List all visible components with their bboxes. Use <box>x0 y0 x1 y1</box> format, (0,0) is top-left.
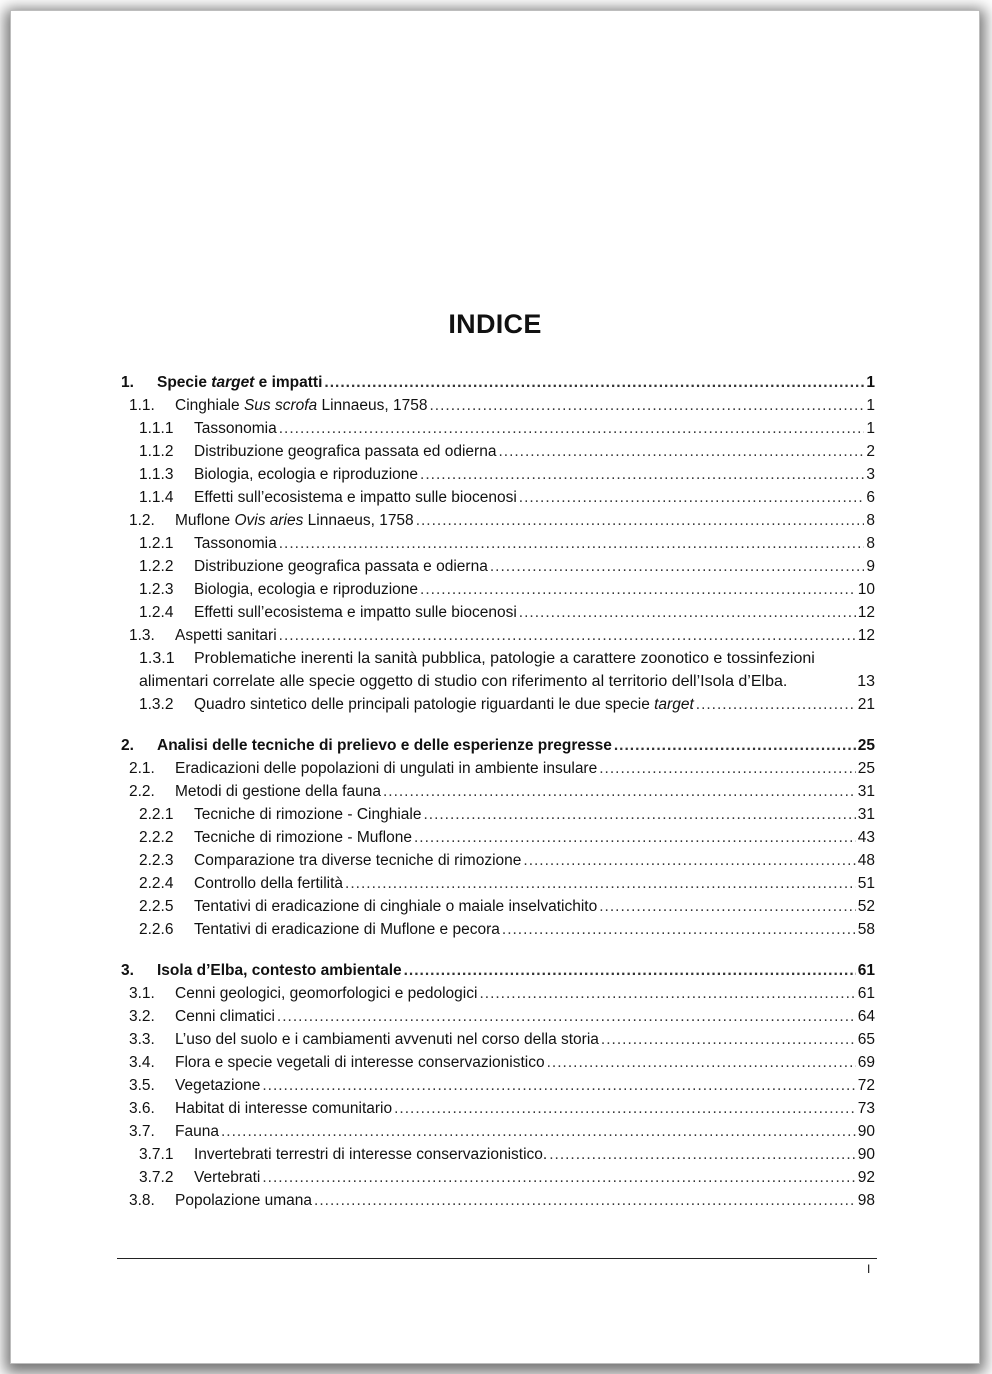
toc-entry-page: 21 <box>857 696 875 713</box>
dot-leader <box>498 440 864 463</box>
toc-entry-number: 1.3.1 <box>139 650 175 667</box>
toc-entry-label: Flora e specie vegetali di interesse conservazionistico <box>175 1054 545 1071</box>
toc-entry-page: 1 <box>866 420 875 437</box>
toc-entry-label: Tecniche di rimozione - Cinghiale <box>194 806 422 823</box>
toc-entry-label: Effetti sull’ecosistema e impatto sulle biocenosi <box>194 604 517 621</box>
toc-entry-page: 8 <box>866 512 875 529</box>
toc-entry[interactable] <box>119 578 875 601</box>
toc-entry-page: 58 <box>857 921 875 938</box>
toc-entry-number: 3.8. <box>129 1192 155 1209</box>
toc-chapter[interactable] <box>119 371 875 394</box>
toc-entry[interactable] <box>119 1189 875 1212</box>
dot-leader <box>519 486 865 509</box>
toc-entry-label: Cenni geologici, geomorfologici e pedologici <box>175 985 478 1002</box>
dot-leader <box>423 803 855 826</box>
toc-entry-page: 13 <box>857 673 875 690</box>
toc-entry-page: 8 <box>866 535 875 552</box>
toc-entry[interactable] <box>119 849 875 872</box>
toc-entry-number: 3.4. <box>129 1054 155 1071</box>
toc-entry-label: Metodi di gestione della fauna <box>175 783 381 800</box>
toc-entry-page: 6 <box>866 489 875 506</box>
toc-entry-label: Distribuzione geografica passata e odierna <box>194 558 488 575</box>
dot-leader <box>324 371 864 394</box>
toc-entry-page: 12 <box>857 604 875 621</box>
toc-entry-number: 3.1. <box>129 985 155 1002</box>
dot-leader <box>523 849 855 872</box>
toc-entry-page: 51 <box>857 875 875 892</box>
dot-leader <box>430 394 865 417</box>
dot-leader <box>279 624 856 647</box>
toc-entry[interactable] <box>119 440 875 463</box>
dot-leader <box>383 780 856 803</box>
toc-entry-label: Quadro sintetico delle principali patologie riguardanti le due specie target <box>194 696 694 713</box>
footer-rule <box>117 1258 877 1259</box>
dot-leader <box>277 1005 856 1028</box>
toc-entry-number: 1.1.1 <box>139 420 174 437</box>
toc-entry[interactable] <box>119 918 875 941</box>
toc-entry-page: 73 <box>857 1100 875 1117</box>
toc-entry[interactable] <box>119 555 875 578</box>
toc-entry[interactable] <box>119 757 875 780</box>
toc-entry-number: 1.1.4 <box>139 489 174 506</box>
page-title: INDICE <box>448 309 542 339</box>
dot-leader <box>549 1143 856 1166</box>
toc-entry-page: 48 <box>857 852 875 869</box>
toc-entry-number: 1.1.3 <box>139 466 174 483</box>
toc-entry-number: 1. <box>121 374 134 391</box>
dot-leader <box>479 982 855 1005</box>
toc-entry[interactable] <box>119 693 875 716</box>
toc-entry-page: 52 <box>857 898 875 915</box>
toc-entry-label: Controllo della fertilità <box>194 875 344 892</box>
toc-entry-number: 3.6. <box>129 1100 155 1117</box>
toc-entry-number: 2.2.1 <box>139 806 174 823</box>
toc-entry-label: Comparazione tra diverse tecniche di rimozione <box>194 852 522 869</box>
toc-entry-page: 9 <box>866 558 875 575</box>
toc-entry-label: Problematiche inerenti la sanità pubblica, patologie a carattere zoonotico e tossinfezioni <box>194 650 815 667</box>
toc-entry-label: Vertebrati <box>194 1169 261 1186</box>
dot-leader <box>279 417 865 440</box>
toc-entry-number: 2.2.6 <box>139 921 174 938</box>
toc-entry-number: 2.2.2 <box>139 829 174 846</box>
toc-entry-page: 64 <box>857 1008 875 1025</box>
toc-entry-label: Tecniche di rimozione - Muflone <box>194 829 412 846</box>
toc-entry-label: Habitat di interesse comunitario <box>175 1100 393 1117</box>
toc-entry[interactable] <box>119 601 875 624</box>
toc-entry-label: Vegetazione <box>175 1077 261 1094</box>
toc-entry[interactable] <box>119 1074 875 1097</box>
toc-entry[interactable] <box>119 780 875 803</box>
dot-leader <box>599 895 856 918</box>
toc-entry[interactable] <box>119 1005 875 1028</box>
toc-entry-page: 69 <box>857 1054 875 1071</box>
toc-entry-number: 2.1. <box>129 760 155 777</box>
dot-leader <box>394 1097 856 1120</box>
toc-entry-number: 3.5. <box>129 1077 155 1094</box>
toc-entry-page: 31 <box>857 806 875 823</box>
dot-leader <box>221 1120 856 1143</box>
footer-page-number: I <box>867 1262 871 1276</box>
toc-entry-label: Eradicazioni delle popolazioni di ungulati in ambiente insulare <box>175 760 598 777</box>
toc-entry-label: Analisi delle tecniche di prelievo e delle esperienze pregresse <box>157 737 612 754</box>
toc-entry-page: 98 <box>857 1192 875 1209</box>
toc-entry-page: 90 <box>857 1146 875 1163</box>
toc-entry-page: 1 <box>866 397 875 414</box>
toc-entry[interactable] <box>119 486 875 509</box>
dot-leader <box>279 532 865 555</box>
toc-entry-number: 2.2.3 <box>139 852 174 869</box>
toc-entry-label: Fauna <box>175 1123 219 1140</box>
toc-entry-label: Biologia, ecologia e riproduzione <box>194 466 419 483</box>
dot-leader <box>314 1189 856 1212</box>
toc-entry-page: 65 <box>857 1031 875 1048</box>
toc-entry-label-continued: alimentari correlate alle specie oggetto di studio con riferimento al territorio dell’Isola d’Elba. <box>139 673 788 690</box>
toc-entry[interactable] <box>119 509 875 532</box>
toc-entry[interactable] <box>119 803 875 826</box>
toc-entry-number: 1.1. <box>129 397 155 414</box>
dot-leader <box>414 826 856 849</box>
toc-chapter[interactable] <box>119 734 875 757</box>
dot-leader <box>345 872 856 895</box>
toc-entry-label: Popolazione umana <box>175 1192 313 1209</box>
toc-entry[interactable] <box>119 1097 875 1120</box>
toc-entry[interactable] <box>119 394 875 417</box>
toc-entry-label: Tentativi di eradicazione di Muflone e pecora <box>194 921 500 938</box>
toc-entry-page: 72 <box>857 1077 875 1094</box>
toc-entry-label: Invertebrati terrestri di interesse conservazionistico. <box>194 1146 548 1163</box>
toc-entry[interactable] <box>119 532 875 555</box>
toc-entry[interactable] <box>119 1028 875 1051</box>
toc-entry-page: 90 <box>857 1123 875 1140</box>
toc-entry-label: Muflone Ovis aries Linnaeus, 1758 <box>175 512 414 529</box>
toc-entry-page: 25 <box>857 760 875 777</box>
table-of-contents <box>119 371 875 1212</box>
toc-entry-number: 3.2. <box>129 1008 155 1025</box>
document-page <box>11 11 979 1363</box>
toc-entry-number: 3.7.1 <box>139 1146 174 1163</box>
dot-leader <box>404 959 856 982</box>
toc-entry[interactable] <box>119 982 875 1005</box>
toc-entry-number: 2.2.4 <box>139 875 174 892</box>
toc-entry-number: 1.2. <box>129 512 155 529</box>
toc-entry-label: Tassonomia <box>194 420 277 437</box>
dot-leader <box>490 555 865 578</box>
toc-entry[interactable] <box>119 647 875 693</box>
dot-leader <box>502 918 856 941</box>
toc-entry[interactable] <box>119 872 875 895</box>
toc-entry-page: 3 <box>866 466 875 483</box>
toc-entry-number: 1.2.1 <box>139 535 174 552</box>
toc-entry[interactable] <box>119 826 875 849</box>
toc-entry-label: Isola d’Elba, contesto ambientale <box>157 962 402 979</box>
toc-entry-label: Aspetti sanitari <box>175 627 277 644</box>
toc-entry[interactable] <box>119 895 875 918</box>
toc-chapter[interactable] <box>119 959 875 982</box>
toc-entry-page: 92 <box>857 1169 875 1186</box>
toc-entry-label: Cenni climatici <box>175 1008 275 1025</box>
dot-leader <box>262 1166 855 1189</box>
toc-entry[interactable] <box>119 1051 875 1074</box>
toc-entry[interactable] <box>119 1120 875 1143</box>
toc-entry-label: L’uso del suolo e i cambiamenti avvenuti nel corso della storia <box>175 1031 599 1048</box>
toc-entry-number: 1.1.2 <box>139 443 174 460</box>
toc-entry-label: Cinghiale Sus scrofa Linnaeus, 1758 <box>175 397 428 414</box>
toc-entry-page: 61 <box>857 985 875 1002</box>
toc-entry[interactable] <box>119 624 875 647</box>
toc-entry-label: Tentativi di eradicazione di cinghiale o maiale inselvatichito <box>194 898 598 915</box>
toc-entry[interactable] <box>119 463 875 486</box>
toc-entry-number: 3.7.2 <box>139 1169 174 1186</box>
dot-leader <box>599 757 856 780</box>
toc-entry-number: 1.2.2 <box>139 558 174 575</box>
dot-leader <box>262 1074 855 1097</box>
toc-entry-page: 31 <box>857 783 875 800</box>
toc-entry-label: Tassonomia <box>194 535 277 552</box>
toc-entry[interactable] <box>119 417 875 440</box>
dot-leader <box>519 601 856 624</box>
toc-entry-page: 2 <box>866 443 875 460</box>
toc-entry-number: 3.3. <box>129 1031 155 1048</box>
dot-leader <box>547 1051 856 1074</box>
toc-entry-label: Biologia, ecologia e riproduzione <box>194 581 419 598</box>
dot-leader <box>416 509 865 532</box>
toc-entry-page: 61 <box>857 962 875 979</box>
dot-leader <box>614 734 856 757</box>
toc-entry-number: 1.3. <box>129 627 155 644</box>
toc-entry-page: 10 <box>857 581 875 598</box>
toc-entry-label: Effetti sull’ecosistema e impatto sulle biocenosi <box>194 489 517 506</box>
toc-entry-number: 1.2.3 <box>139 581 174 598</box>
toc-entry-number: 2.2.5 <box>139 898 174 915</box>
toc-entry-page: 43 <box>857 829 875 846</box>
toc-entry-number: 3. <box>121 962 134 979</box>
dot-leader <box>420 463 864 486</box>
toc-entry-number: 2.2. <box>129 783 155 800</box>
toc-entry-number: 1.2.4 <box>139 604 174 621</box>
toc-entry-label: Specie target e impatti <box>157 374 323 391</box>
toc-entry[interactable] <box>119 1143 875 1166</box>
toc-entry-number: 2. <box>121 737 134 754</box>
toc-entry[interactable] <box>119 1166 875 1189</box>
toc-entry-number: 1.3.2 <box>139 696 174 713</box>
toc-entry-page: 12 <box>857 627 875 644</box>
dot-leader <box>601 1028 856 1051</box>
toc-entry-number: 3.7. <box>129 1123 155 1140</box>
toc-entry-page: 1 <box>866 374 875 391</box>
dot-leader <box>696 693 856 716</box>
dot-leader <box>420 578 856 601</box>
toc-entry-label: Distribuzione geografica passata ed odierna <box>194 443 497 460</box>
toc-entry-page: 25 <box>857 737 875 754</box>
